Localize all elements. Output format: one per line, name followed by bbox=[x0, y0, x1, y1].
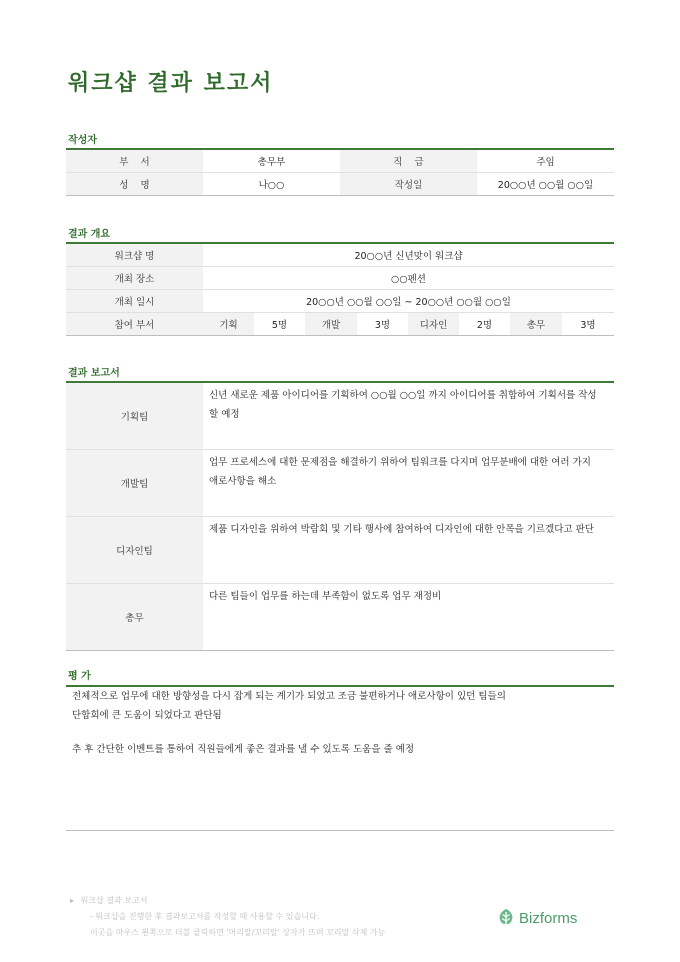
participating-dept-label: 참여 부서 bbox=[66, 313, 203, 336]
team-report-text: 제품 디자인을 위하여 박람회 및 기타 행사에 참여하여 디자인에 대한 안목을 기르겠다고 판단 bbox=[203, 517, 614, 584]
table-row bbox=[66, 517, 614, 584]
bullet-icon: ▸ bbox=[70, 896, 75, 905]
bizforms-logo bbox=[497, 908, 577, 928]
name-label: 성 명 bbox=[66, 173, 203, 196]
team-report-text: 다른 팀들이 업무를 하는데 부족함이 없도록 업무 재정비 bbox=[203, 584, 614, 651]
dept-count: 3명 bbox=[357, 313, 408, 336]
evaluation-bottom-rule bbox=[66, 830, 614, 831]
table-row bbox=[66, 450, 614, 517]
table-row bbox=[66, 267, 614, 290]
team-report-text: 업무 프로세스에 대한 문제점을 해결하기 위하여 팀워크를 다지며 업무분배에 대한 여러 가지 애로사항을 해소 bbox=[203, 450, 614, 517]
dept-count: 5명 bbox=[254, 313, 305, 336]
evaluation-text-line: 단합회에 큰 도움이 되었다고 판단됨 bbox=[72, 710, 222, 721]
dept-name: 디자인 bbox=[408, 313, 459, 336]
evaluation-text-line: 전체적으로 업무에 대한 방향성을 다시 잡게 되는 계기가 되었고 조금 불편하거나 애로사항이 있던 팀들의 bbox=[72, 691, 506, 702]
footer-note: 이곳을 마우스 왼쪽으로 더블 클릭하면 '머리말/꼬리말' 상자가 뜨며 꼬리말 삭제 가능 bbox=[90, 928, 386, 937]
footer-note: - 워크샵을 진행한 후 결과보고서를 작성할 때 사용할 수 있습니다. bbox=[90, 912, 320, 921]
section-title-author: 작성자 bbox=[68, 135, 97, 146]
section-title-report: 결과 보고서 bbox=[68, 368, 120, 379]
table-row bbox=[66, 243, 614, 267]
schedule-label: 개최 일시 bbox=[66, 290, 203, 313]
position-label: 직 급 bbox=[340, 149, 477, 173]
dept-count: 2명 bbox=[459, 313, 510, 336]
team-label: 디자인팀 bbox=[66, 517, 203, 584]
schedule-value: 20○○년 ○○월 ○○일 ~ 20○○년 ○○월 ○○일 bbox=[203, 290, 614, 313]
workshop-name-value: 20○○년 신년맞이 워크샵 bbox=[203, 243, 614, 267]
workshop-name-label: 워크샵 명 bbox=[66, 243, 203, 267]
author-table bbox=[66, 148, 614, 196]
dept-name: 기획 bbox=[203, 313, 254, 336]
dept-label: 부 서 bbox=[66, 149, 203, 173]
overview-table bbox=[66, 242, 614, 336]
team-label: 총무 bbox=[66, 584, 203, 651]
table-row bbox=[66, 290, 614, 313]
table-row bbox=[66, 149, 614, 173]
dept-value: 총무부 bbox=[203, 149, 340, 173]
evaluation-text-line: 추 후 간단한 이벤트를 통하여 직원들에게 좋은 결과를 낼 수 있도록 도움을 줄 예정 bbox=[72, 744, 415, 755]
dept-count: 3명 bbox=[562, 313, 614, 336]
team-report-text: 신년 새로운 제품 아이디어를 기획하여 ○○월 ○○일 까지 아이디어를 취합하여 기획서를 작성 할 예정 bbox=[203, 382, 614, 450]
date-value: 20○○년 ○○월 ○○일 bbox=[477, 173, 614, 196]
footer-title[interactable] bbox=[70, 895, 147, 906]
dept-name: 개발 bbox=[305, 313, 357, 336]
section-title-evaluation: 평 가 bbox=[68, 671, 91, 682]
team-label: 개발팀 bbox=[66, 450, 203, 517]
name-value: 나○○ bbox=[203, 173, 340, 196]
footer-title-text: 워크샵 결과 보고서 bbox=[80, 896, 148, 905]
section-title-overview: 결과 개요 bbox=[68, 229, 111, 240]
place-value: ○○펜션 bbox=[203, 267, 614, 290]
table-row bbox=[66, 173, 614, 196]
report-table bbox=[66, 381, 614, 651]
leaf-icon bbox=[497, 908, 515, 928]
table-row bbox=[66, 313, 614, 336]
date-label: 작성일 bbox=[340, 173, 477, 196]
team-label: 기획팀 bbox=[66, 382, 203, 450]
table-row bbox=[66, 382, 614, 450]
dept-name: 총무 bbox=[510, 313, 562, 336]
logo-text: Bizforms bbox=[519, 909, 578, 927]
table-row bbox=[66, 584, 614, 651]
place-label: 개최 장소 bbox=[66, 267, 203, 290]
document-title: 워크샵 결과 보고서 bbox=[68, 71, 274, 96]
position-value: 주임 bbox=[477, 149, 614, 173]
